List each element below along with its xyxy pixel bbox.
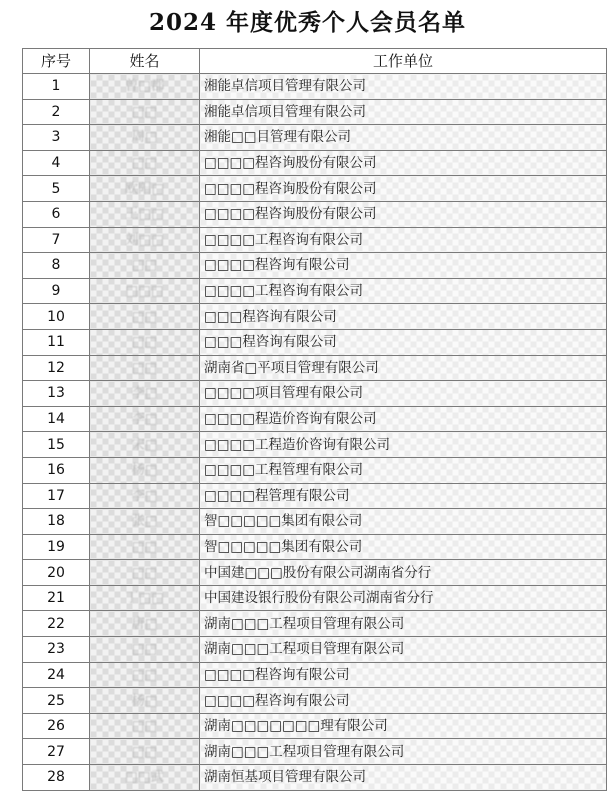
- row-index: 3: [23, 125, 90, 151]
- row-index: 22: [23, 611, 90, 637]
- row-index: 21: [23, 585, 90, 611]
- table-row: [23, 688, 607, 714]
- work-unit: 湖南恒基项目管理有限公司: [204, 769, 366, 786]
- work-unit: □□□□工程咨询有限公司: [204, 283, 364, 300]
- member-name: 杨□: [131, 462, 158, 479]
- member-name: 张□: [131, 513, 158, 530]
- row-index: 2: [23, 99, 90, 125]
- work-unit: 湘能□□目管理有限公司: [204, 129, 352, 146]
- member-name-cell: [90, 765, 200, 791]
- member-name: □□: [131, 641, 158, 658]
- member-name-cell: [90, 304, 200, 330]
- member-name: □□: [131, 308, 158, 325]
- work-unit-cell: [200, 74, 607, 100]
- table-row: [23, 406, 607, 432]
- row-index: 4: [23, 150, 90, 176]
- work-unit-cell: [200, 329, 607, 355]
- member-name-cell: [90, 585, 200, 611]
- table-row: [23, 509, 607, 535]
- work-unit-cell: [200, 355, 607, 381]
- table-row: [23, 611, 607, 637]
- work-unit: 湖南□□□工程项目管理有限公司: [204, 615, 405, 632]
- member-name-cell: [90, 662, 200, 688]
- member-name: □□: [131, 103, 158, 120]
- table-row: [23, 150, 607, 176]
- member-name: 刘□□: [124, 231, 164, 248]
- member-name: 李□: [131, 487, 158, 504]
- work-unit: □□□□工程管理有限公司: [204, 462, 364, 479]
- table-row: [23, 457, 607, 483]
- work-unit: 湖南省□平项目管理有限公司: [204, 359, 379, 376]
- table-row: [23, 560, 607, 586]
- work-unit: 智□□□□□集团有限公司: [204, 538, 363, 555]
- work-unit-cell: [200, 201, 607, 227]
- work-unit-cell: [200, 611, 607, 637]
- member-name-cell: [90, 637, 200, 663]
- member-name: □□: [131, 564, 158, 581]
- row-index: 28: [23, 765, 90, 791]
- member-name: □□: [131, 257, 158, 274]
- row-index: 15: [23, 432, 90, 458]
- member-name: 周□: [131, 129, 158, 146]
- work-unit-cell: [200, 688, 607, 714]
- work-unit-cell: [200, 534, 607, 560]
- member-name-cell: [90, 278, 200, 304]
- row-index: 14: [23, 406, 90, 432]
- work-unit-cell: [200, 509, 607, 535]
- table-row: [23, 329, 607, 355]
- table-row: [23, 99, 607, 125]
- member-name: □□: [131, 538, 158, 555]
- member-name-cell: [90, 560, 200, 586]
- row-index: 5: [23, 176, 90, 202]
- work-unit: 中国建□□□股份有限公司湖南省分行: [204, 564, 432, 581]
- table-row: [23, 432, 607, 458]
- member-name-cell: [90, 125, 200, 151]
- row-index: 24: [23, 662, 90, 688]
- work-unit-cell: [200, 765, 607, 791]
- row-index: 1: [23, 74, 90, 100]
- work-unit: □□□□程咨询股份有限公司: [204, 155, 377, 172]
- header-name: 姓名: [90, 49, 200, 74]
- member-name: □□: [131, 666, 158, 683]
- member-name: □□: [131, 718, 158, 735]
- work-unit-cell: [200, 406, 607, 432]
- member-name: □□□: [125, 283, 164, 300]
- work-unit-cell: [200, 150, 607, 176]
- member-name: 李□: [131, 385, 158, 402]
- table-row: [23, 74, 607, 100]
- member-name-cell: [90, 509, 200, 535]
- table-row: [23, 662, 607, 688]
- member-name-cell: [90, 253, 200, 279]
- member-name: 宋□: [131, 436, 158, 453]
- work-unit: 智□□□□□集团有限公司: [204, 513, 363, 530]
- work-unit-cell: [200, 304, 607, 330]
- table-header-row: [23, 49, 607, 74]
- member-name-cell: [90, 611, 200, 637]
- table-row: [23, 765, 607, 791]
- member-name-cell: [90, 176, 200, 202]
- member-name-cell: [90, 227, 200, 253]
- member-name-cell: [90, 329, 200, 355]
- table-row: [23, 304, 607, 330]
- row-index: 17: [23, 483, 90, 509]
- member-name: □□: [131, 334, 158, 351]
- member-name-cell: [90, 688, 200, 714]
- work-unit-cell: [200, 278, 607, 304]
- row-index: 23: [23, 637, 90, 663]
- work-unit-cell: [200, 381, 607, 407]
- table-row: [23, 253, 607, 279]
- work-unit: □□□□程咨询股份有限公司: [204, 206, 377, 223]
- work-unit: □□□□项目管理有限公司: [204, 385, 364, 402]
- row-index: 26: [23, 713, 90, 739]
- member-name: 曾□郡: [124, 78, 165, 95]
- table-row: [23, 355, 607, 381]
- member-name: 欧阳□: [124, 180, 165, 197]
- work-unit-cell: [200, 176, 607, 202]
- work-unit: 湖南□□□工程项目管理有限公司: [204, 743, 405, 760]
- row-index: 11: [23, 329, 90, 355]
- work-unit-cell: [200, 637, 607, 663]
- work-unit: 湘能卓信项目管理有限公司: [204, 103, 366, 120]
- work-unit-cell: [200, 125, 607, 151]
- work-unit-cell: [200, 457, 607, 483]
- member-name: □□: [131, 743, 158, 760]
- member-name-cell: [90, 74, 200, 100]
- member-name: 杨□: [131, 692, 158, 709]
- header-unit: 工作单位: [200, 49, 607, 74]
- table-row: [23, 176, 607, 202]
- table-row: [23, 201, 607, 227]
- work-unit: □□□□程咨询有限公司: [204, 692, 350, 709]
- row-index: 7: [23, 227, 90, 253]
- member-name: 李□: [131, 411, 158, 428]
- row-index: 8: [23, 253, 90, 279]
- header-index: 序号: [23, 49, 90, 74]
- member-name-cell: [90, 534, 200, 560]
- work-unit-cell: [200, 560, 607, 586]
- table-row: [23, 381, 607, 407]
- row-index: 20: [23, 560, 90, 586]
- member-name: 唐□: [131, 615, 158, 632]
- member-name: □□: [131, 359, 158, 376]
- row-index: 16: [23, 457, 90, 483]
- member-name: 王□□: [124, 206, 164, 223]
- member-name-cell: [90, 150, 200, 176]
- work-unit: □□□□程咨询有限公司: [204, 666, 350, 683]
- member-name-cell: [90, 201, 200, 227]
- table-row: [23, 534, 607, 560]
- work-unit-cell: [200, 662, 607, 688]
- work-unit: 湖南□□□□□□□理有限公司: [204, 718, 388, 735]
- table-row: [23, 278, 607, 304]
- work-unit-cell: [200, 739, 607, 765]
- member-name-cell: [90, 713, 200, 739]
- table-row: [23, 125, 607, 151]
- work-unit: □□□□程咨询股份有限公司: [204, 180, 377, 197]
- work-unit-cell: [200, 483, 607, 509]
- member-name: □□武: [124, 769, 164, 786]
- work-unit-cell: [200, 99, 607, 125]
- work-unit: 中国建设银行股份有限公司湖南省分行: [204, 590, 434, 607]
- table-row: [23, 585, 607, 611]
- row-index: 6: [23, 201, 90, 227]
- row-index: 10: [23, 304, 90, 330]
- member-name-cell: [90, 99, 200, 125]
- member-name-cell: [90, 381, 200, 407]
- row-index: 25: [23, 688, 90, 714]
- row-index: 12: [23, 355, 90, 381]
- work-unit-cell: [200, 432, 607, 458]
- work-unit: □□□□工程造价咨询有限公司: [204, 436, 391, 453]
- work-unit-cell: [200, 713, 607, 739]
- member-name: □□: [131, 155, 158, 172]
- work-unit: □□□程咨询有限公司: [204, 334, 337, 351]
- member-name-cell: [90, 483, 200, 509]
- work-unit: □□□□程管理有限公司: [204, 487, 350, 504]
- table-row: [23, 227, 607, 253]
- work-unit: □□□程咨询有限公司: [204, 308, 337, 325]
- work-unit-cell: [200, 585, 607, 611]
- member-name-cell: [90, 457, 200, 483]
- row-index: 13: [23, 381, 90, 407]
- row-index: 19: [23, 534, 90, 560]
- member-name-cell: [90, 432, 200, 458]
- work-unit-cell: [200, 253, 607, 279]
- member-name: 丁□□: [124, 590, 164, 607]
- member-table: [22, 48, 607, 791]
- table-row: [23, 739, 607, 765]
- work-unit-cell: [200, 227, 607, 253]
- member-name-cell: [90, 355, 200, 381]
- table-row: [23, 713, 607, 739]
- row-index: 27: [23, 739, 90, 765]
- work-unit: □□□□程咨询有限公司: [204, 257, 350, 274]
- member-name-cell: [90, 406, 200, 432]
- work-unit: 湘能卓信项目管理有限公司: [204, 78, 366, 95]
- document-title: 2024 年度优秀个人会员名单: [148, 9, 467, 36]
- row-index: 18: [23, 509, 90, 535]
- table-row: [23, 637, 607, 663]
- member-name-cell: [90, 739, 200, 765]
- row-index: 9: [23, 278, 90, 304]
- work-unit: □□□□程造价咨询有限公司: [204, 411, 377, 428]
- table-row: [23, 483, 607, 509]
- work-unit: 湖南□□□工程项目管理有限公司: [204, 641, 405, 658]
- work-unit: □□□□工程咨询有限公司: [204, 231, 364, 248]
